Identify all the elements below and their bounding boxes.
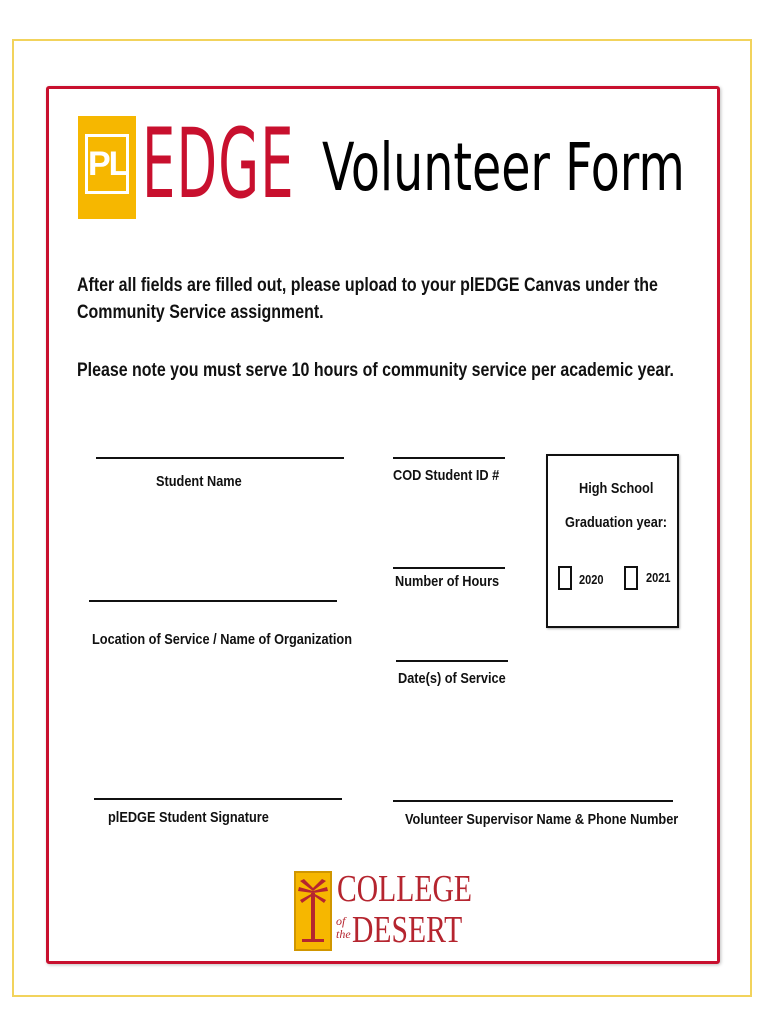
dates-of-service-label: Date(s) of Service [398,670,506,687]
instructions-line-2: Community Service assignment. [77,302,324,323]
service-hours-note: Please note you must serve 10 hours of community service per academic year. [77,360,675,381]
cod-student-id-line[interactable] [393,457,505,459]
cod-logo-the: the [336,927,351,941]
student-name-label: Student Name [156,473,242,490]
cod-logo-college: COLLEGE [337,868,473,910]
number-of-hours-line[interactable] [393,567,505,569]
graduation-2020-label: 2020 [579,572,604,587]
graduation-heading-line-1: High School [579,480,654,497]
graduation-2021-checkbox[interactable] [624,566,638,590]
instructions-line-1: After all fields are filled out, please upload to your plEDGE Canvas under the [77,275,658,296]
location-of-service-line[interactable] [89,600,337,602]
student-signature-label: plEDGE Student Signature [108,809,269,826]
graduation-heading-line-2: Graduation year: [565,514,668,531]
pledge-logo-edge-text: EDGE [142,108,295,220]
palm-tree-icon [294,871,332,951]
cod-student-id-label: COD Student ID # [393,467,500,484]
supervisor-line[interactable] [393,800,673,802]
graduation-2021-label: 2021 [646,570,671,585]
student-name-line[interactable] [96,457,344,459]
cod-logo-desert: DESERT [352,909,463,951]
cod-logo-of: of [336,914,346,928]
graduation-year-box [546,454,679,628]
pledge-logo-pl-text: PL [85,134,129,194]
student-signature-line[interactable] [94,798,342,800]
dates-of-service-line[interactable] [396,660,508,662]
location-of-service-label: Location of Service / Name of Organization [92,631,353,648]
supervisor-label: Volunteer Supervisor Name & Phone Number [405,811,679,828]
pledge-logo-box [78,116,136,219]
form-title: Volunteer Form [322,129,685,206]
number-of-hours-label: Number of Hours [395,573,500,590]
graduation-2020-checkbox[interactable] [558,566,572,590]
